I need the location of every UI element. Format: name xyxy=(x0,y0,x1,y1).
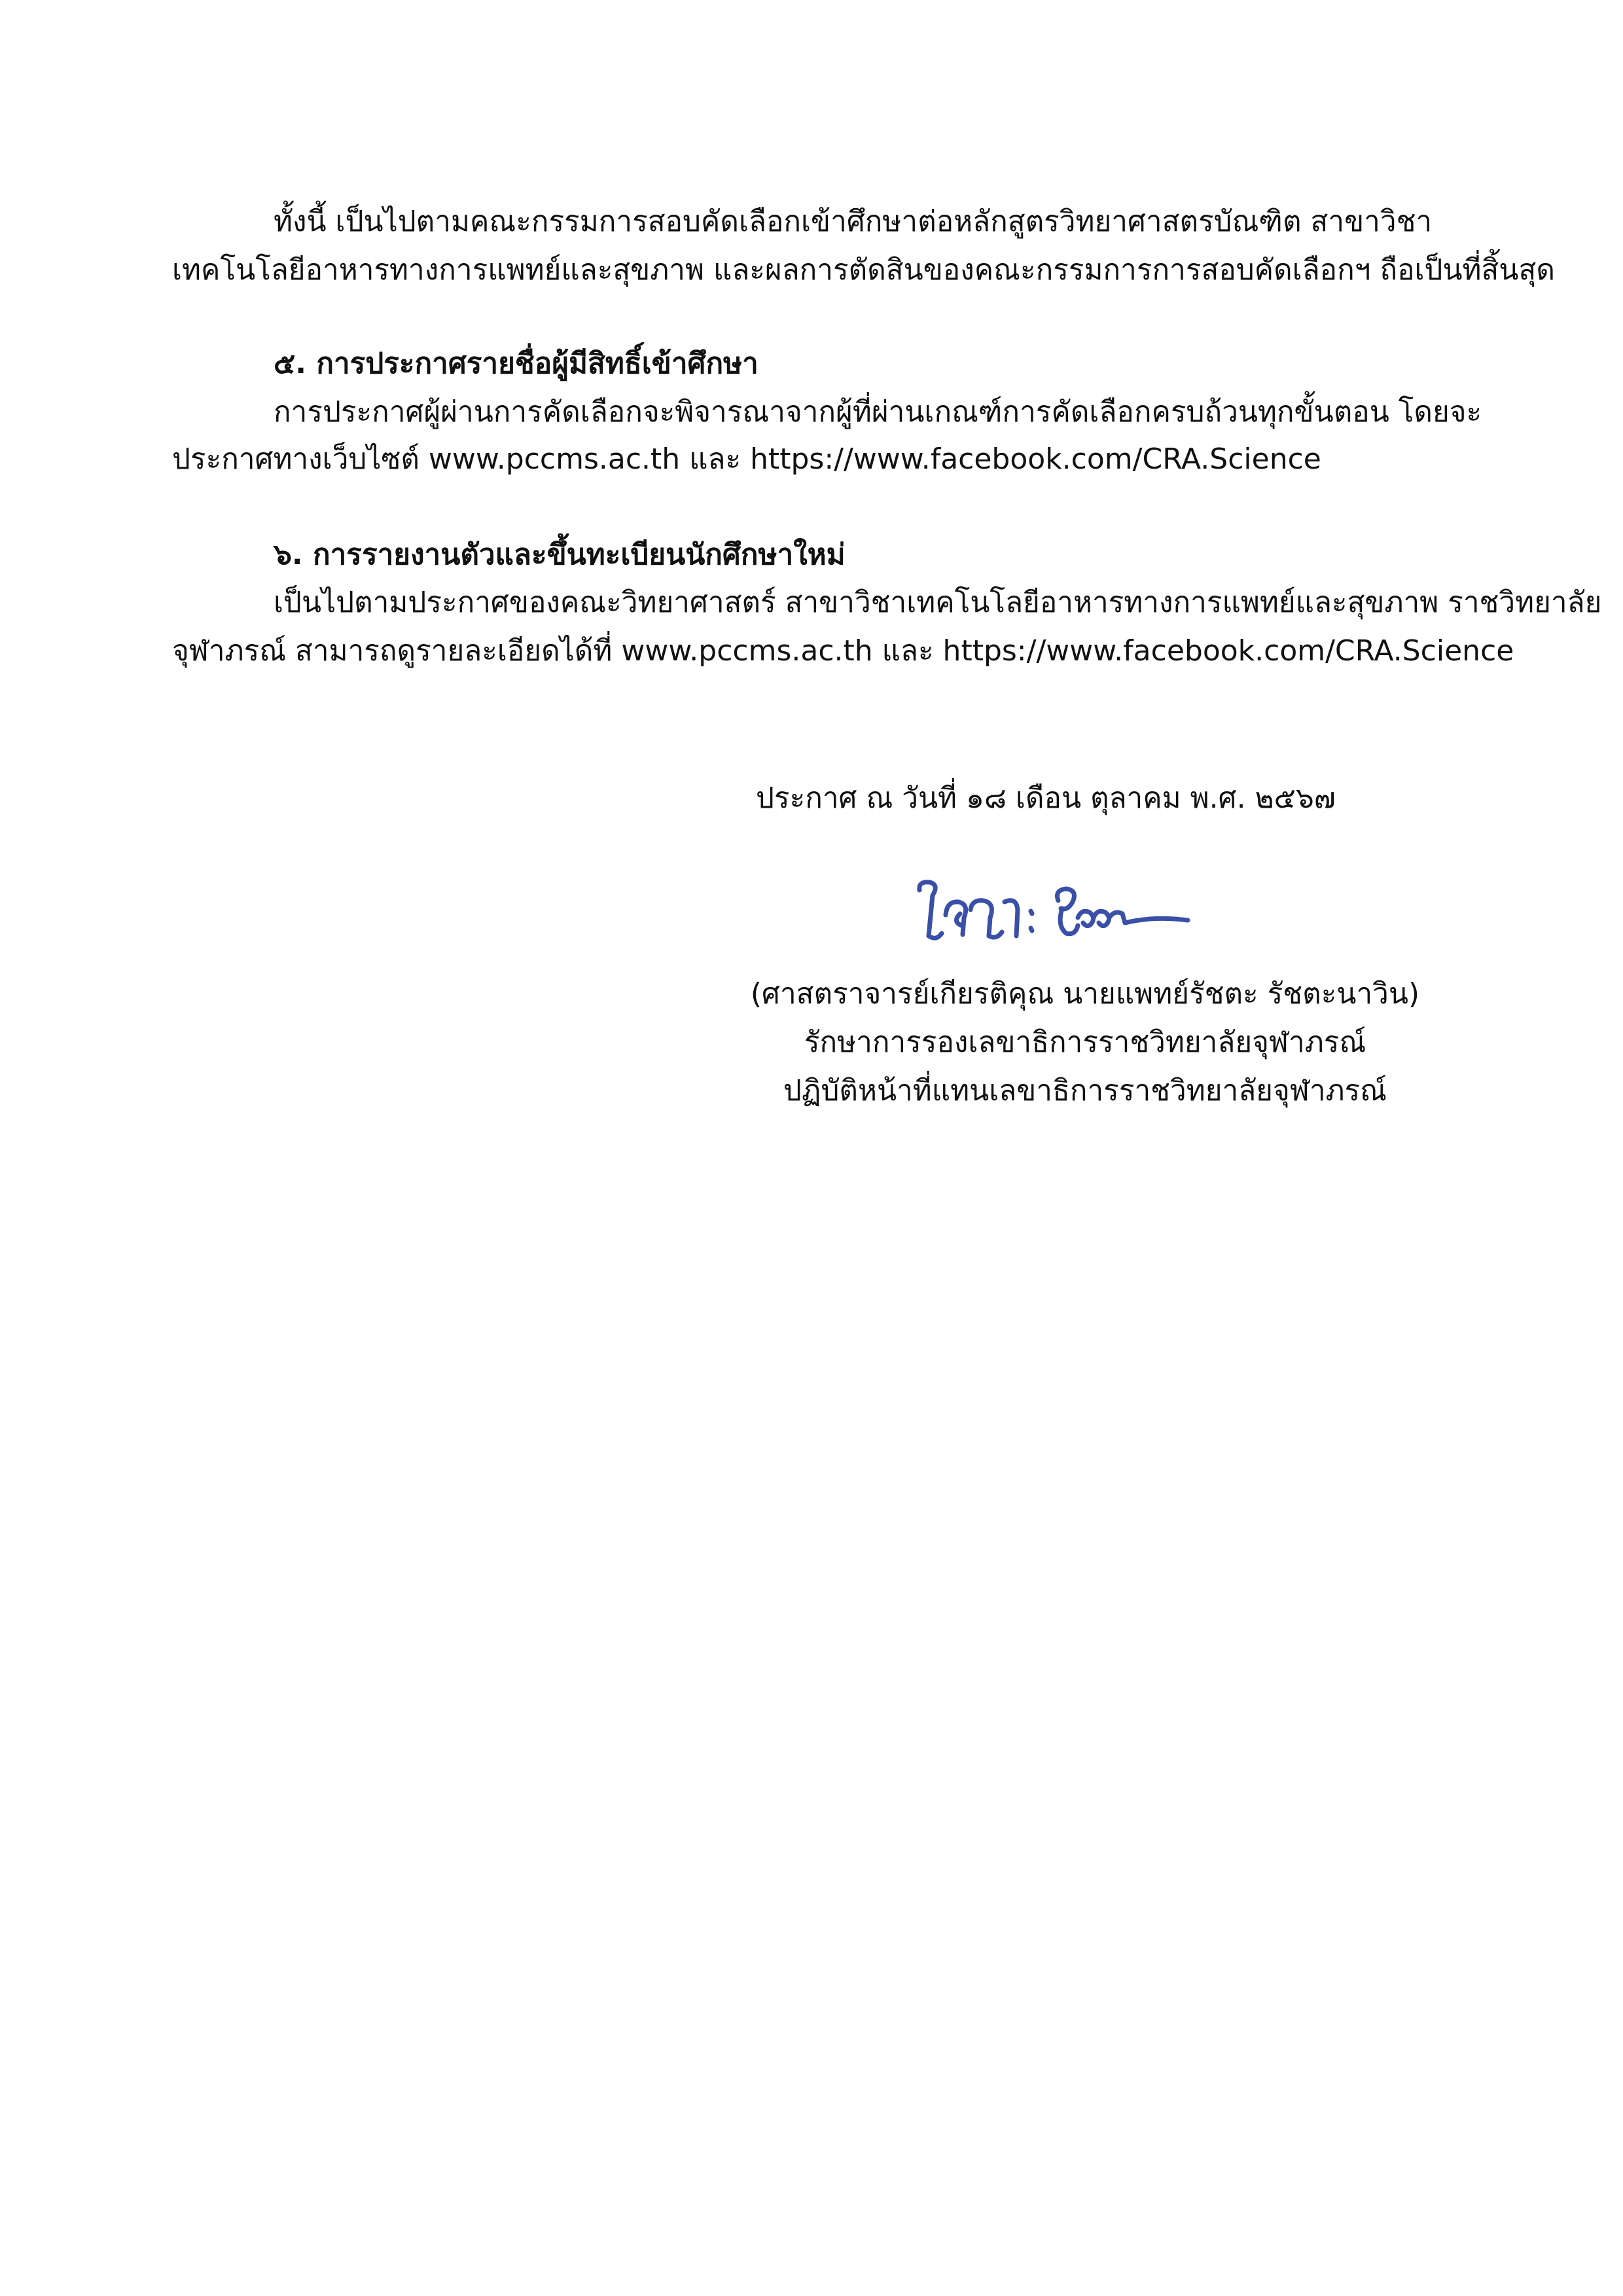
intro-paragraph-line-1: ทั้งนี้ เป็นไปตามคณะกรรมการสอบคัดเลือกเข้าศึกษาต่อหลักสูตรวิทยาศาสตรบัณฑิต สาขาวิชา xyxy=(274,205,1433,238)
section-5-line-2: ประกาศทางเว็บไซต์ www.pccms.ac.th และ https://www.facebook.com/CRA.Science xyxy=(172,442,1321,476)
signatory-position-1: รักษาการรองเลขาธิการราชวิทยาลัยจุฬาภรณ์ xyxy=(804,1026,1366,1059)
signatory-position-2: ปฏิบัติหน้าที่แทนเลขาธิการราชวิทยาลัยจุฬาภรณ์ xyxy=(783,1074,1387,1107)
announcement-date: ประกาศ ณ วันที่ ๑๘ เดือน ตุลาคม พ.ศ. ๒๕๖๗ xyxy=(756,781,1336,815)
intro-paragraph-line-2: เทคโนโลยีอาหารทางการแพทย์และสุขภาพ และผลการตัดสินของคณะกรรมการการสอบคัดเลือกฯ ถือเป็นที่สิ้นสุด xyxy=(172,253,1555,287)
section-6-heading: ๖. การรายงานตัวและขึ้นทะเบียนนักศึกษาใหม่ xyxy=(274,538,846,571)
section-5-line-1: การประกาศผู้ผ่านการคัดเลือกจะพิจารณาจากผู้ที่ผ่านเกณฑ์การคัดเลือกครบถ้วนทุกขั้นตอน โดยจะ xyxy=(274,395,1482,429)
section-6-line-2: จุฬาภรณ์ สามารถดูรายละเอียดได้ที่ www.pccms.ac.th และ https://www.facebook.com/CRA.Science xyxy=(172,634,1514,668)
section-5-heading: ๕. การประกาศรายชื่อผู้มีสิทธิ์เข้าศึกษา xyxy=(274,347,758,380)
signature-image xyxy=(906,863,1194,948)
signatory-name: (ศาสตราจารย์เกียรติคุณ นายแพทย์รัชตะ รัชตะนาวิน) xyxy=(750,977,1420,1011)
section-6-line-1: เป็นไปตามประกาศของคณะวิทยาศาสตร์ สาขาวิชาเทคโนโลยีอาหารทางการแพทย์และสุขภาพ ราชวิทยาลัย xyxy=(274,586,1602,619)
